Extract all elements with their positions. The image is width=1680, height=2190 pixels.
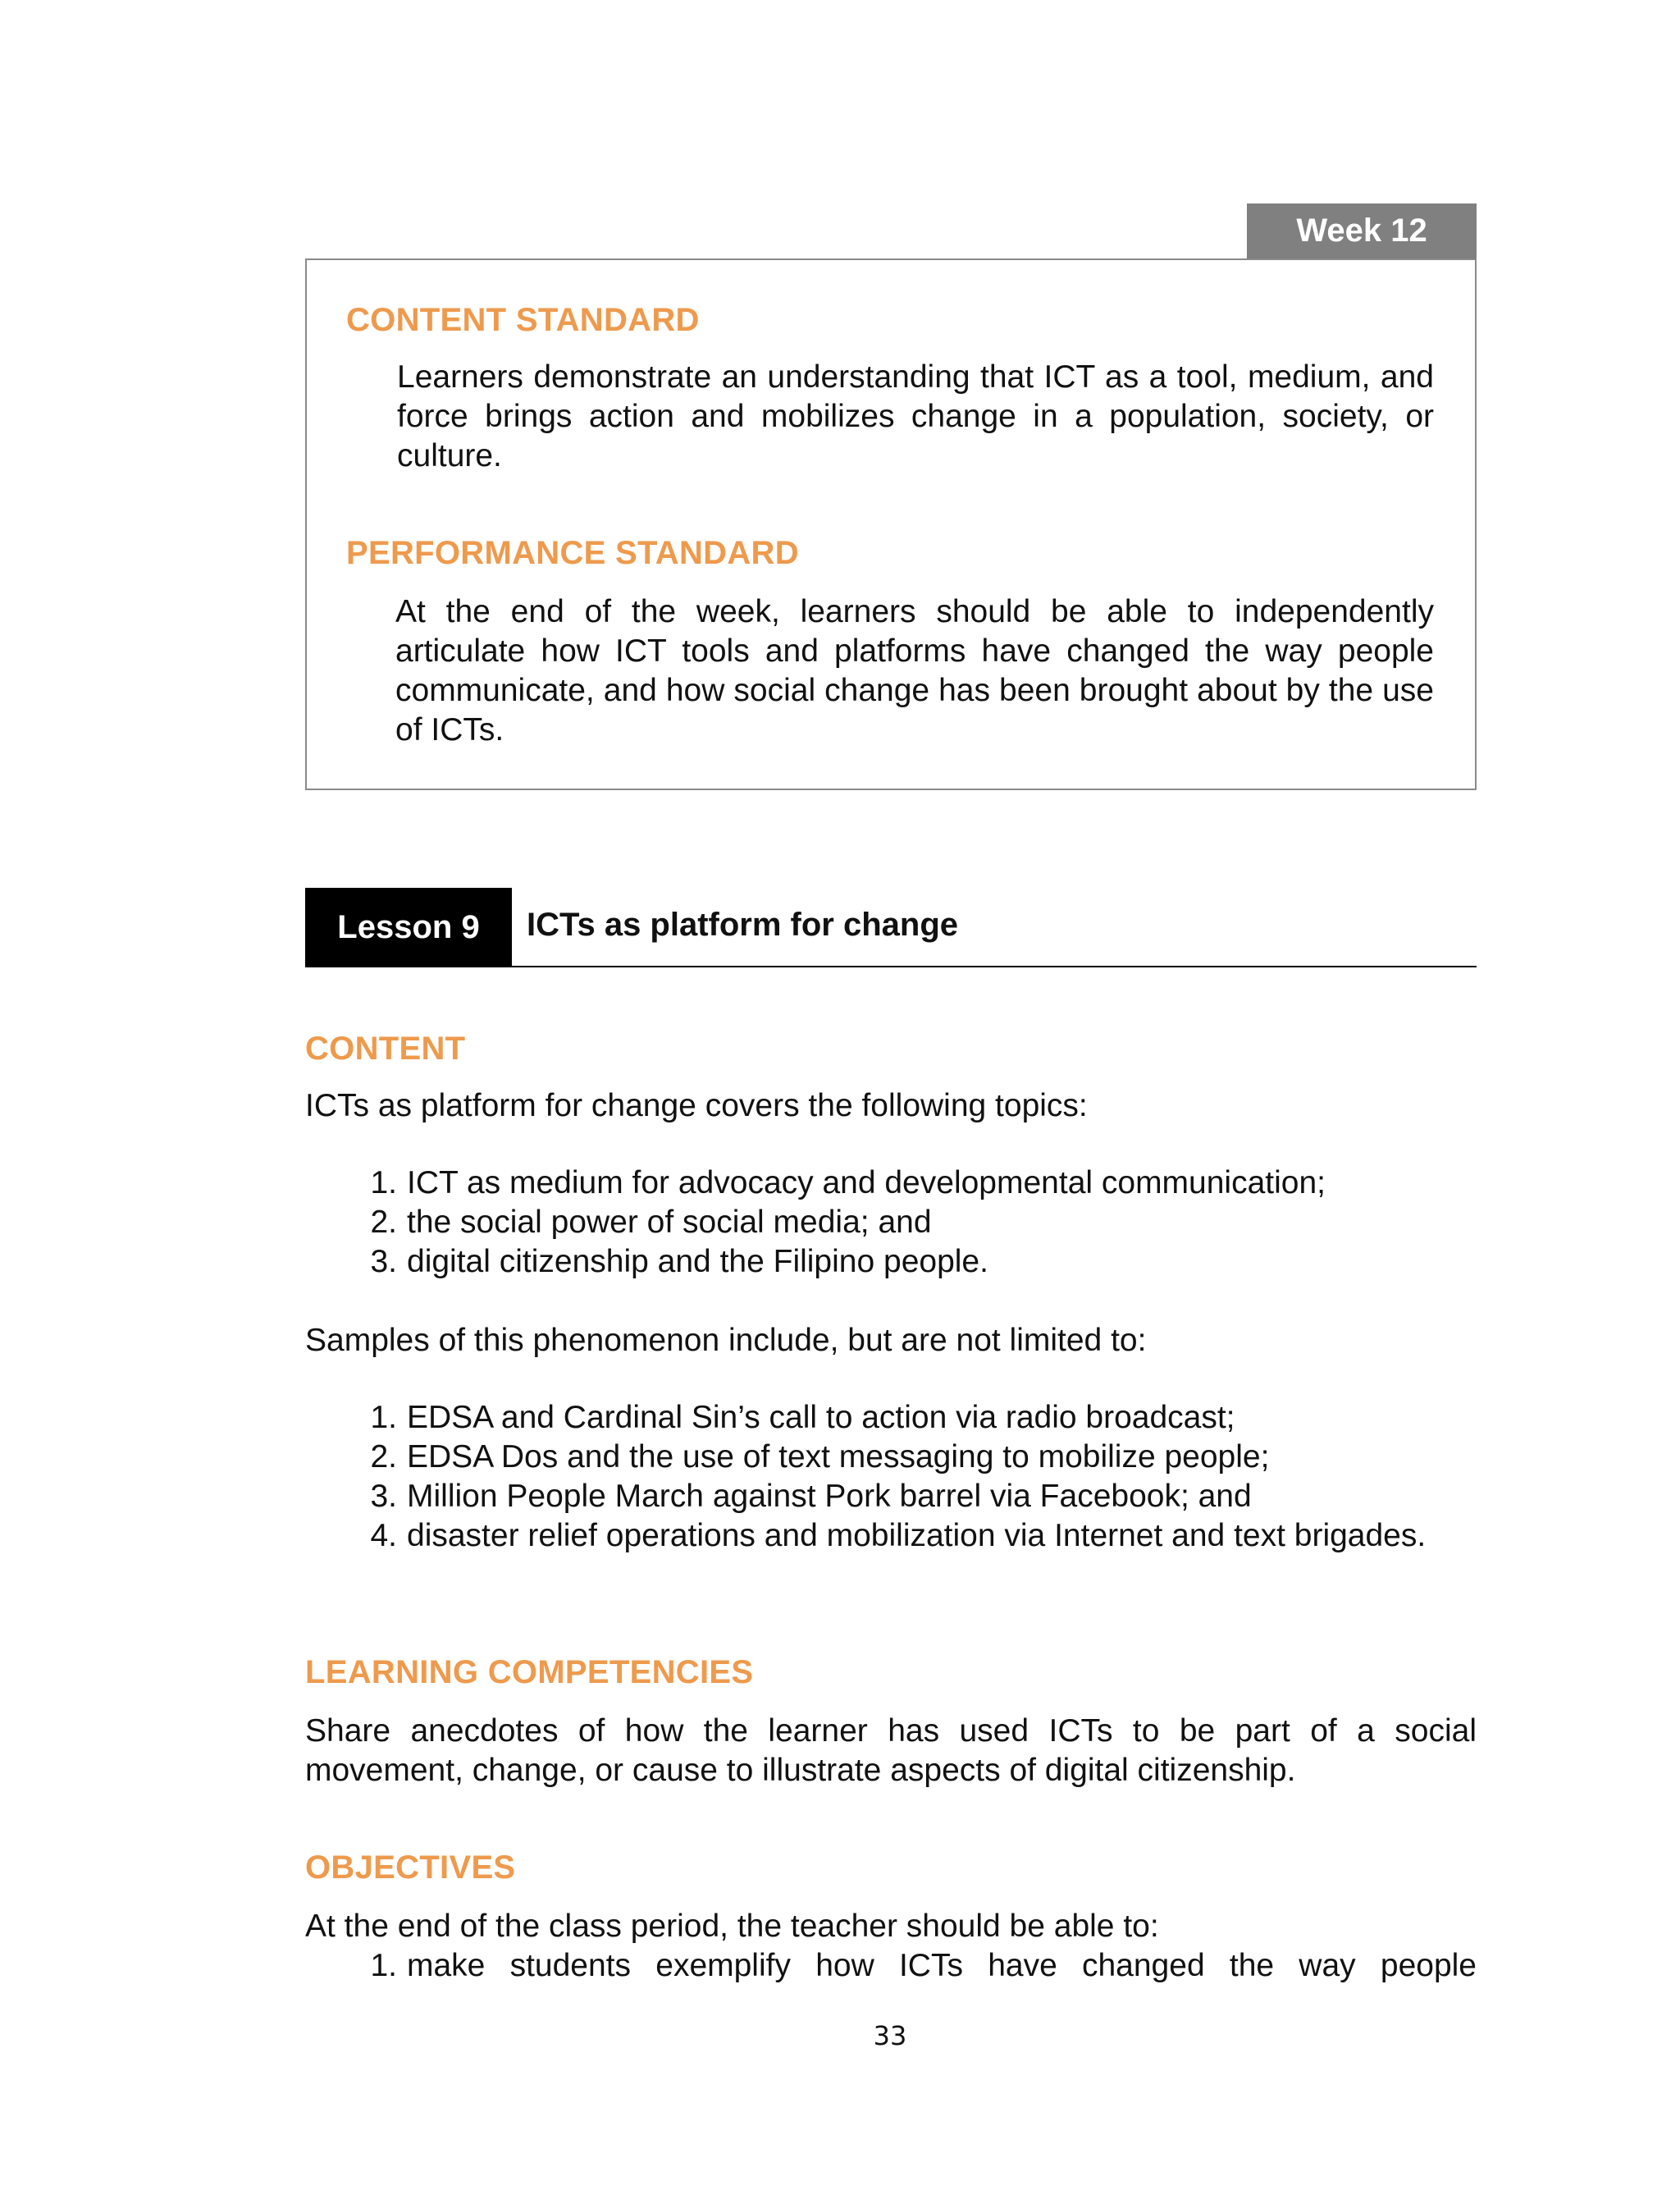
- list-item-text: the social power of social media; and: [407, 1205, 932, 1240]
- list-item-text: disaster relief operations and mobilization via Internet and text brigades.: [407, 1518, 1427, 1553]
- samples-intro: Samples of this phenomenon include, but are not limited to:: [305, 1323, 1147, 1358]
- list-item: [354, 1242, 1477, 1282]
- list-item: [354, 1438, 1477, 1477]
- objectives-intro: At the end of the class period, the teacher should be able to:: [305, 1909, 1159, 1944]
- learning-competencies-text: Share anecdotes of how the learner has used ICTs to be part of a social movement, change, or cause to illustrate aspects of digital citizenship.: [305, 1713, 1477, 1788]
- learning-competencies-heading: LEARNING COMPETENCIES: [305, 1654, 754, 1690]
- list-item: [354, 1946, 1477, 1986]
- samples-list: [354, 1398, 1477, 1556]
- content-intro: ICTs as platform for change covers the following topics:: [305, 1088, 1088, 1123]
- list-number: 3.: [370, 1244, 397, 1279]
- performance-standard-text: At the end of the week, learners should be able to independently articulate how ICT tools and platforms have changed the way people communicate, and how social change has been brought about by the use of ICTs.: [395, 594, 1434, 748]
- list-item-text: EDSA and Cardinal Sin’s call to action via radio broadcast;: [407, 1400, 1235, 1435]
- list-number: 4.: [370, 1518, 397, 1553]
- list-item-text: digital citizenship and the Filipino people.: [407, 1244, 988, 1279]
- list-item-text: make students exemplify how ICTs have changed the way people: [407, 1948, 1477, 1983]
- list-number: 2.: [370, 1205, 397, 1240]
- performance-standard-heading: PERFORMANCE STANDARD: [346, 535, 799, 571]
- content-heading: CONTENT: [305, 1031, 466, 1067]
- objectives-heading: OBJECTIVES: [305, 1849, 516, 1886]
- page-number: 33: [873, 2020, 907, 2051]
- lesson-label: Lesson 9: [305, 888, 512, 967]
- lesson-divider: [512, 966, 1477, 967]
- list-item: [354, 1477, 1477, 1516]
- topics-list: [354, 1164, 1477, 1282]
- list-number: 1.: [370, 1948, 397, 1983]
- lesson-title: ICTs as platform for change: [527, 907, 959, 943]
- list-item: [354, 1203, 1477, 1242]
- content-standard-text: Learners demonstrate an understanding that ICT as a tool, medium, and force brings action and mobilizes change in a population, society, or culture.: [397, 359, 1434, 473]
- list-item-text: ICT as medium for advocacy and developmental communication;: [407, 1165, 1326, 1200]
- list-item: [354, 1516, 1477, 1556]
- week-tab: Week 12: [1247, 203, 1477, 258]
- list-number: 1.: [370, 1400, 397, 1435]
- list-item-text: EDSA Dos and the use of text messaging to mobilize people;: [407, 1439, 1270, 1474]
- list-number: 1.: [370, 1165, 397, 1200]
- objectives-list: [354, 1946, 1477, 1986]
- list-number: 2.: [370, 1439, 397, 1474]
- list-item: [354, 1164, 1477, 1203]
- content-standard-heading: CONTENT STANDARD: [346, 302, 700, 338]
- list-number: 3.: [370, 1479, 397, 1514]
- list-item-text: Million People March against Pork barrel via Facebook; and: [407, 1479, 1252, 1514]
- list-item: [354, 1398, 1477, 1438]
